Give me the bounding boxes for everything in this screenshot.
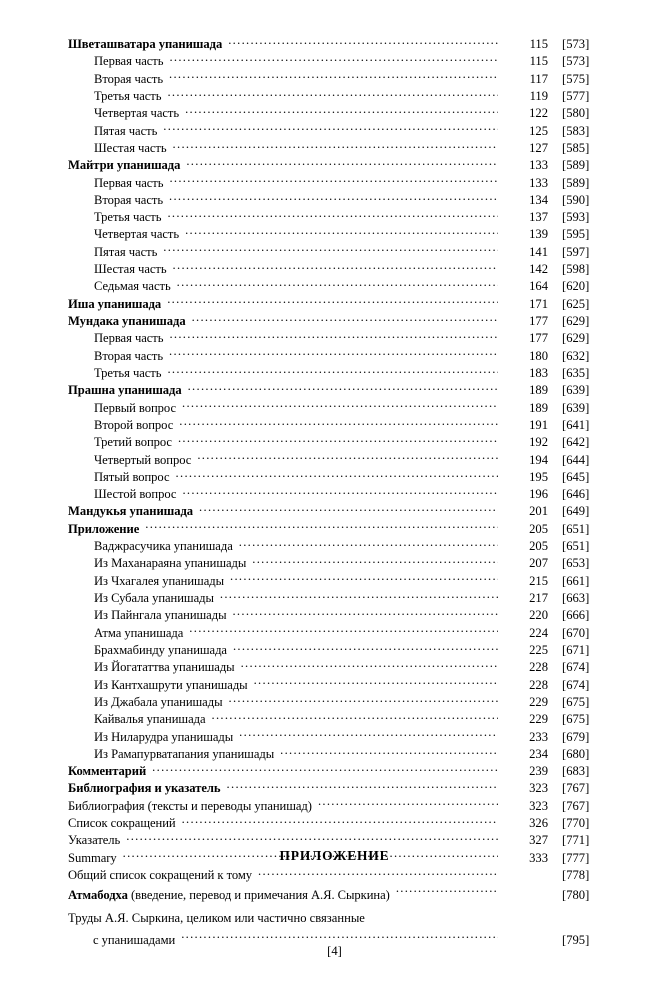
- dot-leader: [185, 226, 498, 238]
- dot-leader: [280, 746, 498, 758]
- bracket-number: [777]: [562, 850, 590, 865]
- bracket-number: [780]: [562, 888, 590, 902]
- toc-row[interactable]: [68, 677, 608, 694]
- dot-leader: [239, 538, 498, 550]
- bracket-number: [590]: [562, 192, 590, 207]
- bracket-number: [620]: [562, 279, 590, 294]
- page-number: 205: [529, 521, 548, 536]
- toc-entry-label: Из Рамапурватапания упанишады: [94, 746, 275, 761]
- toc-row[interactable]: [68, 763, 608, 780]
- toc-row[interactable]: [68, 313, 608, 330]
- bracket-number: [683]: [562, 764, 590, 779]
- toc-entry-label: Библиография (тексты и переводы упанишад): [68, 798, 312, 813]
- toc-entry-label: Из Чхагалея упанишады: [94, 573, 225, 588]
- dot-leader: [241, 659, 498, 671]
- bracket-number: [585]: [562, 140, 590, 155]
- toc-row[interactable]: [68, 798, 608, 815]
- bracket-number: [651]: [562, 539, 590, 554]
- dot-leader: [169, 192, 498, 204]
- bracket-number: [639]: [562, 400, 590, 415]
- toc-entry-label: Первая часть: [94, 175, 164, 190]
- dot-leader: [169, 53, 498, 65]
- page-number: 117: [529, 71, 548, 86]
- dot-leader: [229, 694, 499, 706]
- toc-entry-label: Седьмая часть: [94, 279, 171, 294]
- bracket-number: [573]: [562, 37, 590, 51]
- toc-row[interactable]: [68, 573, 608, 590]
- dot-leader: [163, 244, 498, 256]
- toc-row[interactable]: [68, 157, 608, 174]
- toc-entry-label: Майтри упанишада: [68, 158, 181, 173]
- bracket-number: [674]: [562, 660, 590, 675]
- page-number: 192: [529, 435, 548, 450]
- appendix-entry-label: [68, 883, 394, 907]
- toc-row[interactable]: [68, 226, 608, 243]
- toc-entry-label: Шестая часть: [94, 140, 167, 155]
- dot-leader: [230, 573, 498, 585]
- page-number: 189: [529, 383, 548, 398]
- dot-leader: [182, 400, 498, 412]
- toc-entry-label: Вторая часть: [94, 192, 164, 207]
- page-number: 164: [529, 279, 548, 294]
- toc-entry-label: Кайвалья упанишада: [94, 712, 206, 727]
- dot-leader: [152, 763, 498, 775]
- dot-leader: [169, 175, 498, 187]
- page-number: 220: [529, 608, 548, 623]
- dot-leader: [189, 625, 498, 637]
- dot-leader: [254, 677, 498, 689]
- dot-leader: [176, 469, 498, 481]
- toc-row[interactable]: [68, 88, 608, 105]
- page-number: 201: [529, 504, 548, 519]
- page-number: 234: [529, 746, 548, 761]
- bracket-number: [644]: [562, 452, 590, 467]
- bracket-number: [767]: [562, 781, 590, 796]
- dot-leader: [185, 105, 498, 117]
- bracket-number: [770]: [562, 816, 590, 831]
- page-number: 119: [529, 88, 548, 103]
- bracket-number: [675]: [562, 694, 590, 709]
- toc-row[interactable]: [68, 607, 608, 624]
- bracket-number: [680]: [562, 746, 590, 761]
- appendix-entry-works-line1: Труды А.Я. Сыркина, целиком или частично связанные: [68, 911, 365, 925]
- appendix-entry-atmabodha[interactable]: [68, 883, 608, 907]
- toc-entry-label: Шестая часть: [94, 262, 167, 277]
- bracket-number: [666]: [562, 608, 590, 623]
- page-number: 171: [529, 296, 548, 311]
- toc-entry-label: Summary: [68, 850, 117, 865]
- page-number: 115: [529, 37, 548, 51]
- toc-row[interactable]: [68, 123, 608, 140]
- page-number: 229: [529, 712, 548, 727]
- toc-entry-label: Второй вопрос: [94, 417, 174, 432]
- toc-row[interactable]: [68, 244, 608, 261]
- page-number: 195: [529, 469, 548, 484]
- dot-leader: [126, 832, 498, 844]
- page-number: 122: [529, 106, 548, 121]
- toc-row[interactable]: [68, 175, 608, 192]
- toc-entry-label: Из Ниларудра упанишады: [94, 729, 234, 744]
- dot-leader: [167, 209, 498, 221]
- bracket-number: [589]: [562, 158, 590, 173]
- toc-entry-label: Мандукья упанишада: [68, 504, 194, 519]
- bracket-number: [583]: [562, 123, 590, 138]
- appendix-entry-title: Атмабодха: [68, 888, 128, 902]
- page-number: 133: [529, 158, 548, 173]
- page-number: 228: [529, 677, 548, 692]
- page-number: 217: [529, 591, 548, 605]
- toc-row[interactable]: [68, 382, 608, 399]
- page-number: 191: [529, 417, 548, 432]
- appendix-entry-subtitle: (введение, перевод и примечания А.Я. Сыркина): [127, 888, 390, 902]
- dot-leader: [227, 780, 498, 792]
- bracket-number: [575]: [562, 71, 590, 86]
- toc-entry-label: Мундака упанишада: [68, 314, 186, 328]
- toc-row[interactable]: [68, 694, 608, 711]
- toc-entry-label: Третья часть: [94, 88, 162, 103]
- page-number: 189: [529, 400, 548, 415]
- toc-entry-label: Пятая часть: [94, 244, 158, 259]
- toc-row[interactable]: [68, 729, 608, 746]
- toc-entry-label: Библиография и указатель: [68, 781, 221, 796]
- page-number: 137: [529, 210, 548, 225]
- bracket-number: [635]: [562, 365, 590, 380]
- toc-row[interactable]: [68, 555, 608, 572]
- page-number: 142: [529, 262, 548, 277]
- dot-leader: [232, 607, 498, 619]
- toc-entry-label: Указатель: [68, 833, 121, 848]
- page-number: 127: [529, 140, 548, 155]
- dot-leader: [179, 417, 498, 429]
- page-number: 327: [529, 833, 548, 848]
- toc-row[interactable]: [68, 746, 608, 763]
- dot-leader: [167, 365, 498, 377]
- toc-entry-label: Пятая часть: [94, 123, 158, 138]
- toc-entry-label: Первая часть: [94, 54, 164, 69]
- toc-entry-label: Общий список сокращений к тому: [68, 868, 253, 882]
- toc-row[interactable]: [68, 503, 608, 520]
- bracket-number: [671]: [562, 642, 590, 657]
- toc-entry-label: Из Субала упанишады: [94, 591, 214, 605]
- toc-entry-label: Четвертый вопрос: [94, 452, 192, 467]
- toc-row[interactable]: [68, 659, 608, 676]
- toc-entry-label: Комментарий: [68, 764, 147, 779]
- bracket-number: [771]: [562, 833, 590, 848]
- page-number: 205: [529, 539, 548, 554]
- toc-row[interactable]: [68, 434, 608, 451]
- page-footer: [4]: [327, 944, 342, 958]
- page-number: 225: [529, 642, 548, 657]
- toc-entry-label: Иша упанишада: [68, 296, 162, 311]
- toc-row[interactable]: [68, 538, 608, 555]
- page-number: 177: [529, 331, 548, 346]
- bracket-number: [625]: [562, 296, 590, 311]
- dot-leader: [188, 382, 498, 394]
- bracket-number: [641]: [562, 417, 590, 432]
- bracket-number: [653]: [562, 556, 590, 571]
- bracket-number: [675]: [562, 712, 590, 727]
- toc-entry-label: Ваджрасучика упанишада: [94, 539, 233, 554]
- page-number: 180: [529, 348, 548, 363]
- page-number: 323: [529, 781, 548, 796]
- page-number: 134: [529, 192, 548, 207]
- toc-entry-label: Четвертая часть: [94, 227, 180, 242]
- bracket-number: [651]: [562, 521, 590, 536]
- dot-leader: [167, 88, 498, 100]
- page-number: 229: [529, 694, 548, 709]
- toc-entry-label: Третья часть: [94, 365, 162, 380]
- dot-leader: [173, 140, 498, 152]
- dot-leader: [167, 296, 498, 308]
- toc-row[interactable]: [68, 867, 608, 884]
- bracket-number: [645]: [562, 469, 590, 484]
- bracket-number: [573]: [562, 54, 590, 69]
- dot-leader: [396, 887, 498, 899]
- toc-row[interactable]: [68, 642, 608, 659]
- bracket-number: [646]: [562, 487, 590, 502]
- page-number: 177: [529, 314, 548, 328]
- toc-row[interactable]: [68, 780, 608, 797]
- toc-entry-label: Шестой вопрос: [94, 487, 177, 502]
- page-number: 326: [529, 816, 548, 831]
- toc-entry-label: Приложение: [68, 521, 140, 536]
- dot-leader: [182, 486, 498, 498]
- toc-entry-label: Третий вопрос: [94, 435, 172, 450]
- toc-entry-label: Из Йогататтва упанишады: [94, 660, 235, 675]
- toc-row[interactable]: [68, 192, 608, 209]
- toc-entry-label: Пятый вопрос: [94, 469, 170, 484]
- page-number: 215: [529, 573, 548, 588]
- toc-row[interactable]: [68, 71, 608, 88]
- bracket-number: [598]: [562, 262, 590, 277]
- dot-leader: [318, 798, 498, 810]
- toc-row[interactable]: [68, 261, 608, 278]
- appendix-entries: [68, 883, 608, 951]
- toc-row[interactable]: [68, 365, 608, 382]
- toc-row[interactable]: [68, 348, 608, 365]
- page-number: 139: [529, 227, 548, 242]
- dot-leader: [233, 642, 498, 654]
- dot-leader: [192, 313, 498, 325]
- page-number: 115: [529, 54, 548, 69]
- dot-leader: [169, 330, 498, 342]
- page-number: 183: [529, 365, 548, 380]
- appendix-heading: ПРИЛОЖЕНИЕ: [279, 848, 390, 863]
- bracket-number: [661]: [562, 573, 590, 588]
- toc-row[interactable]: [68, 711, 608, 728]
- page-number: 239: [529, 764, 548, 779]
- toc-entry-label: Из Кантхашрути упанишады: [94, 677, 248, 692]
- dot-leader: [252, 555, 498, 567]
- dot-leader: [169, 348, 498, 360]
- bracket-number: [642]: [562, 435, 590, 450]
- bracket-number: [593]: [562, 210, 590, 225]
- bracket-number: [629]: [562, 314, 590, 328]
- toc-entry-label: Вторая часть: [94, 348, 164, 363]
- dot-leader: [228, 36, 498, 48]
- toc-entry-label: Четвертая часть: [94, 106, 180, 121]
- page-number: 233: [529, 729, 548, 744]
- bracket-number: [670]: [562, 625, 590, 640]
- dot-leader: [186, 157, 498, 169]
- toc-row[interactable]: [68, 53, 608, 70]
- page-number: 194: [529, 452, 548, 467]
- bracket-number: [597]: [562, 244, 590, 259]
- toc-row[interactable]: [68, 625, 608, 642]
- bracket-number: [767]: [562, 798, 590, 813]
- bracket-number: [629]: [562, 331, 590, 346]
- bracket-number: [639]: [562, 383, 590, 398]
- appendix-entry-label-cont: с упанишадами: [93, 933, 176, 947]
- toc-row[interactable]: [68, 486, 608, 503]
- toc-entry-label: Из Маханараяна упанишады: [94, 556, 247, 571]
- toc-entry-label: Первая часть: [94, 331, 164, 346]
- bracket-number: [679]: [562, 729, 590, 744]
- dot-leader: [173, 261, 498, 273]
- toc-row[interactable]: [68, 590, 608, 607]
- toc-entry-label: Шветашватара упанишада: [68, 37, 223, 51]
- dot-leader: [258, 867, 498, 879]
- page-number: 207: [529, 556, 548, 571]
- toc-row[interactable]: [68, 452, 608, 469]
- dot-leader: [163, 123, 498, 135]
- toc-entry-label: Вторая часть: [94, 71, 164, 86]
- toc-row[interactable]: [68, 296, 608, 313]
- bracket-number: [663]: [562, 591, 590, 605]
- bracket-number: [649]: [562, 504, 590, 519]
- dot-leader: [212, 711, 498, 723]
- bracket-number: [795]: [562, 933, 590, 947]
- dot-leader: [182, 815, 498, 827]
- dot-leader: [177, 278, 498, 290]
- bracket-number: [589]: [562, 175, 590, 190]
- toc-entry-label: Третья часть: [94, 210, 162, 225]
- toc-row[interactable]: [68, 209, 608, 226]
- toc-row[interactable]: [68, 417, 608, 434]
- page-number: 323: [529, 798, 548, 813]
- toc-entry-label: Атма упанишада: [94, 625, 184, 640]
- page-number: 141: [529, 244, 548, 259]
- toc-row[interactable]: [68, 105, 608, 122]
- toc-entry-label: Прашна упанишада: [68, 383, 182, 398]
- toc-row[interactable]: [68, 400, 608, 417]
- toc-row[interactable]: [68, 469, 608, 486]
- dot-leader: [239, 729, 498, 741]
- dot-leader: [178, 434, 498, 446]
- dot-leader: [145, 521, 498, 533]
- toc-row[interactable]: [68, 521, 608, 538]
- page-number: 125: [529, 123, 548, 138]
- toc-row[interactable]: [68, 140, 608, 157]
- bracket-number: [595]: [562, 227, 590, 242]
- toc-entry-label: Первый вопрос: [94, 400, 177, 415]
- dot-leader: [169, 71, 498, 83]
- dot-leader: [199, 503, 498, 515]
- toc-row[interactable]: [68, 815, 608, 832]
- bracket-number: [778]: [562, 868, 590, 882]
- toc-entry-label: Из Джабала упанишады: [94, 694, 223, 709]
- dot-leader: [220, 590, 498, 602]
- page-number: 333: [529, 850, 548, 865]
- bracket-number: [577]: [562, 88, 590, 103]
- toc-row[interactable]: [68, 330, 608, 347]
- bracket-number: [580]: [562, 106, 590, 121]
- toc-entry-label: Список сокращений: [68, 816, 176, 831]
- toc-entry-label: Брахмабинду упанишада: [94, 642, 227, 657]
- dot-leader: [181, 932, 498, 944]
- toc-entry-label: Из Пайнгала упанишады: [94, 608, 227, 623]
- dot-leader: [197, 452, 498, 464]
- table-of-contents: [68, 36, 608, 884]
- page-number: 133: [529, 175, 548, 190]
- page-number: 228: [529, 660, 548, 675]
- page-number: 196: [529, 487, 548, 502]
- page-number: 224: [529, 625, 548, 640]
- bracket-number: [674]: [562, 677, 590, 692]
- toc-row[interactable]: [68, 36, 608, 53]
- toc-row[interactable]: [68, 278, 608, 295]
- bracket-number: [632]: [562, 348, 590, 363]
